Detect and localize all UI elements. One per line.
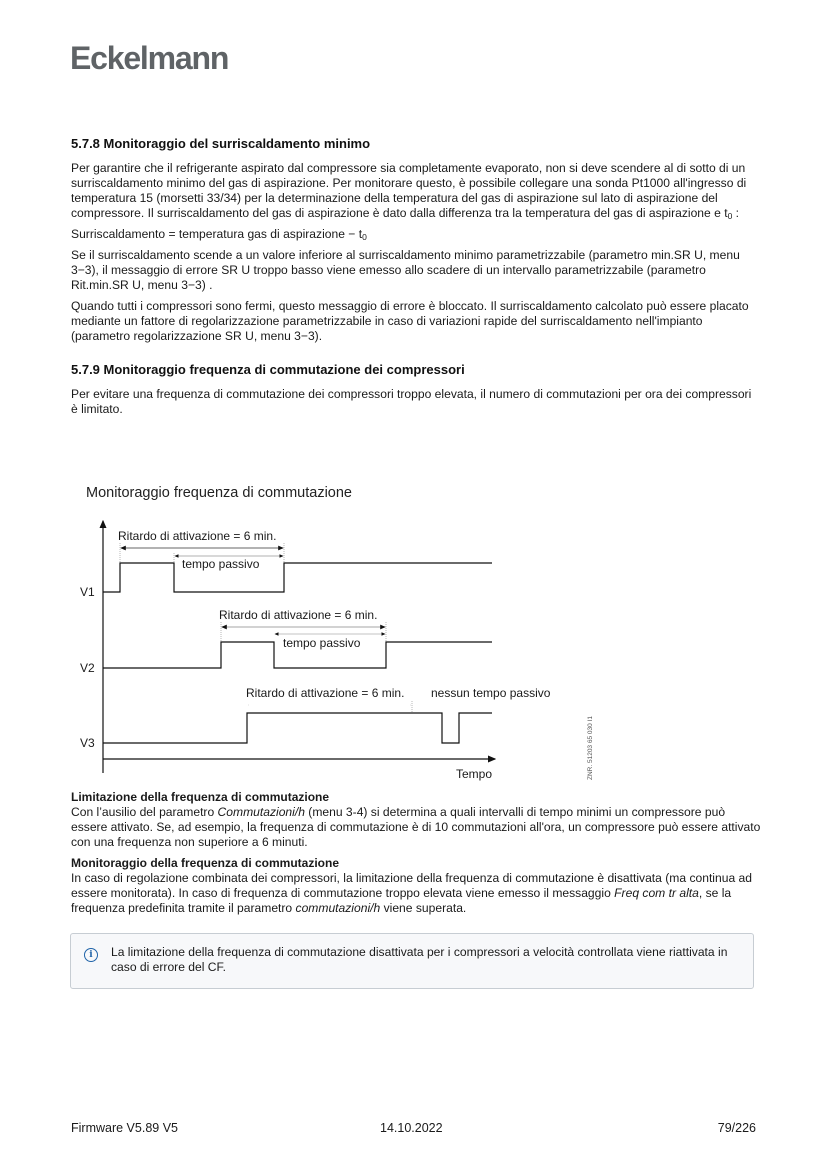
paragraph-text: : [732, 206, 740, 220]
signal-label-v2: V2 [80, 661, 95, 675]
paragraph-text: In caso di regolazione combinata dei compressori, la limitazione della frequenza di commutazione è disattivata (ma continua ad essere monitorata). In caso di frequenza di commutazione troppo elevata viene emesso il messaggio [71, 871, 752, 900]
paragraph: Se il surriscaldamento scende a un valore inferiore al surriscaldamento minimo parametrizzabile (parametro min.SR U, menu 3−3), il messaggio di errore SR U troppo basso viene emesso allo scadere di un intervallo parametrizzabile (parametro Rit.min.SR U, menu 3−3) . [71, 248, 740, 292]
eckelmann-logo: Eckelmann [70, 40, 229, 76]
switching-frequency-diagram [70, 515, 610, 785]
paragraph: Per evitare una frequenza di commutazione dei compressori troppo elevata, il numero di commutazioni per ora dei compressori è limitato. [71, 387, 752, 416]
passive-label-v2: tempo passivo [283, 636, 361, 650]
formula [71, 227, 761, 242]
paragraph-text: (menu 3-4) si determina a quali intervalli di tempo minimi un compressore può essere attivato. Se, ad esempio, la frequenza di commutazione è di 10 commutazioni all'ora, un compressore può essere attivato con una frequenza non superiore a 6 minuti. [71, 805, 761, 849]
parameter-name: Commutazioni/h [217, 805, 305, 819]
section-heading-579: 5.7.9 Monitoraggio frequenza di commutazione dei compressori [71, 362, 465, 377]
paragraph-text: , se la frequenza predefinita tramite il parametro [71, 886, 732, 915]
parameter-name: commutazioni/h [295, 901, 381, 915]
info-icon: i [84, 948, 98, 962]
delay-label-v1: Ritardo di attivazione = 6 min. [118, 529, 277, 543]
diagram-title: Monitoraggio frequenza di commutazione [86, 485, 352, 501]
footer-page-number: 79/226 [717, 1121, 756, 1135]
subscript: 0 [727, 211, 733, 221]
x-axis-label: Tempo [456, 767, 493, 781]
passive-label-v1: tempo passivo [182, 557, 260, 571]
passive-label-v3: nessun tempo passivo [431, 686, 551, 700]
main-content [71, 136, 761, 423]
subheading-monitoring: Monitoraggio della frequenza di commutazione [71, 856, 340, 870]
subheading-limitation: Limitazione della frequenza di commutazione [71, 790, 330, 804]
signal-label-v3: V3 [80, 736, 95, 750]
paragraph-text: viene superata. [380, 901, 467, 915]
paragraph [71, 161, 761, 221]
formula-text: Surriscaldamento = temperatura gas di aspirazione − t [71, 227, 363, 241]
signal-label-v1: V1 [80, 585, 95, 599]
delay-label-v2: Ritardo di attivazione = 6 min. [219, 608, 378, 622]
signal-line-v1 [103, 563, 492, 592]
paragraph [71, 805, 761, 850]
paragraph: Quando tutti i compressori sono fermi, questo messaggio di errore è bloccato. Il surriscaldamento calcolato può essere placato mediante un fattore di regolarizzazione parametrizzabile in caso di variazioni rapide del surriscaldamento nell'impianto (parametro regolarizzazione SR U, menu 3−3). [71, 299, 749, 343]
note-text: La limitazione della frequenza di commutazione disattivata per i compressori a velocità controllata viene riattivata in caso di errore del CF. [111, 945, 728, 974]
paragraph [71, 871, 761, 916]
signal-line-v3 [103, 713, 492, 743]
paragraph-text: Con l’ausilio del parametro [71, 805, 218, 819]
paragraph-text: Per garantire che il refrigerante aspirato dal compressore sia completamente evaporato, non si deve scendere al di sotto di un surriscaldamento minimo del gas di aspirazione. Per monitorare questo, è possibile collegare una sonda Pt1000 all'ingresso di temperatura 15 (morsetti 33/34) per la determinazione della temperatura del gas di aspirazione sul lato di aspirazione del compressore. Il surriscaldamento del gas di aspirazione è dato dalla differenza tra la temperatura del gas di aspirazione e t [71, 161, 747, 220]
section-heading-578: 5.7.8 Monitoraggio del surriscaldamento minimo [71, 136, 371, 151]
message-name: Freq com tr alta [614, 886, 699, 900]
footer-date: 14.10.2022 [380, 1121, 443, 1135]
lower-content [71, 790, 761, 922]
subscript: 0 [362, 232, 367, 242]
delay-label-v3: Ritardo di attivazione = 6 min. [246, 686, 405, 700]
info-note [70, 933, 754, 989]
diagram-reference: ZNR. 51203 65 030 I1 [587, 716, 594, 780]
footer-firmware: Firmware V5.89 V5 [71, 1121, 178, 1135]
